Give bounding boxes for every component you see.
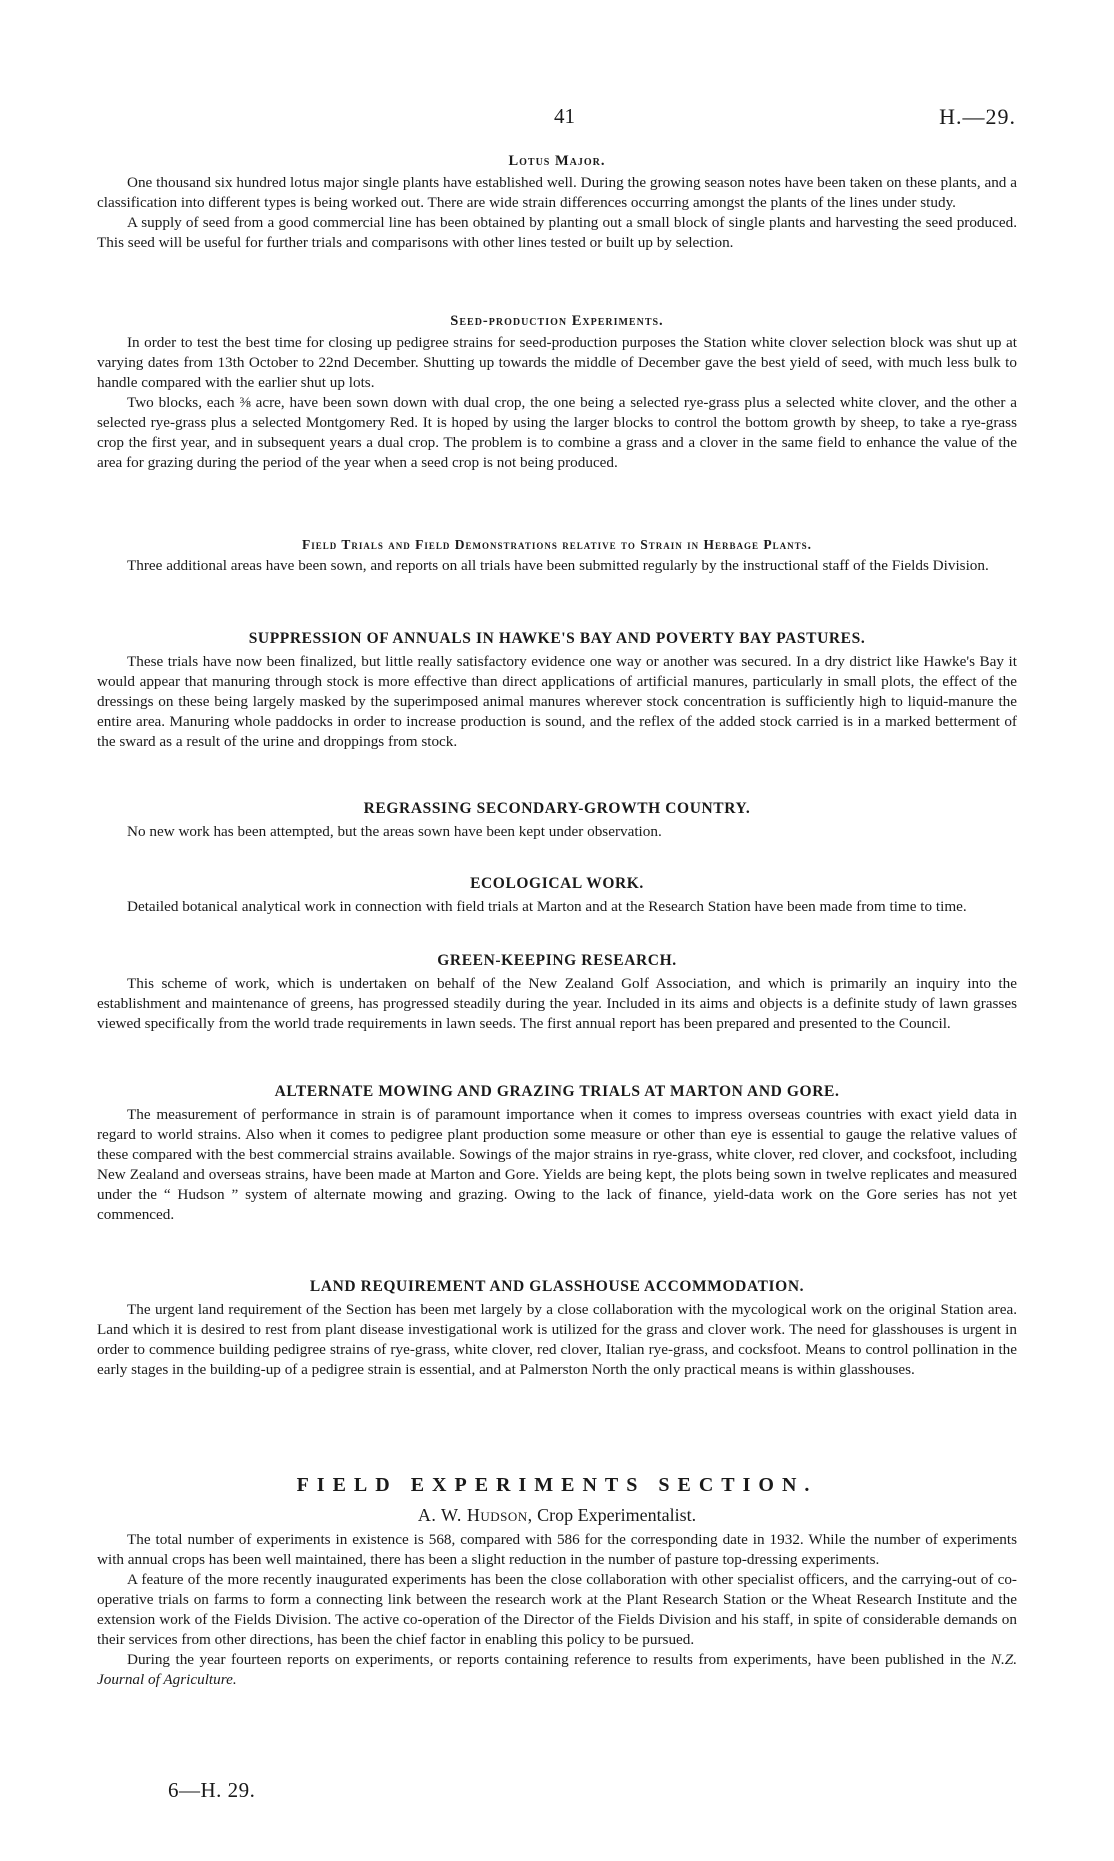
paragraph: The total number of experiments in existence is 568, compared with 586 for the corresponding date in 1932. While the number of experiments with annual crops has been well maintained, there has been a slight reduction in the number of pasture top-dressing experiments. bbox=[97, 1531, 1017, 1568]
section-land-requirement bbox=[97, 1278, 1017, 1380]
page-number: 41 bbox=[554, 104, 575, 128]
section-green-keeping bbox=[97, 952, 1017, 1034]
section-suppression-of-annuals bbox=[97, 630, 1017, 752]
journal-title: N.Z. Journal of Agriculture. bbox=[97, 1651, 1017, 1688]
paragraph: Three additional areas have been sown, and reports on all trials have been submitted regularly by the instructional staff of the Fields Division. bbox=[127, 557, 989, 574]
author-line bbox=[97, 1505, 1017, 1526]
paragraph bbox=[97, 1650, 1017, 1690]
author-title: Crop Experimentalist. bbox=[537, 1505, 697, 1525]
section-mowing-grazing-trials bbox=[97, 1083, 1017, 1225]
section-regrassing bbox=[97, 800, 1017, 842]
paragraph: A supply of seed from a good commercial line has been obtained by planting out a small block of single plants and harvesting the seed produced. This seed will be useful for further trials and comparisons with other lines tested or built up by selection. bbox=[97, 214, 1017, 251]
paragraph: This scheme of work, which is undertaken on behalf of the New Zealand Golf Association, and which is primarily an inquiry into the establishment and maintenance of greens, has progressed steadily during the year. Included in its aims and objects is a definite study of lawn grasses viewed specifically from the world trade requirements in lawn seeds. The first annual report has been prepared and presented to the Council. bbox=[97, 975, 1017, 1032]
paragraph: The urgent land requirement of the Section has been met largely by a close collaboration with the mycological work on the original Station area. Land which it is desired to rest from plant disease investigational work is utilized for the grass and clover work. The need for glasshouses is urgent in order to commence building pedigree strains of rye-grass, white clover, red clover, Italian rye-grass, and cocksfoot. Means to control pollination in the early stages in the building-up of a pedigree strain is essential, and at Palmerston North the only practical means is within glasshouses. bbox=[97, 1301, 1017, 1378]
paragraph: In order to test the best time for closing up pedigree strains for seed-production purposes the Station white clover selection block was shut up at varying dates from 13th October to 22nd December. Shutting up towards the middle of December gave the best yield of seed, with much less bulk to handle compared with the earlier shut up lots. bbox=[97, 334, 1017, 391]
author-name: A. W. Hudson, bbox=[417, 1505, 533, 1525]
paragraph: No new work has been attempted, but the areas sown have been kept under observation. bbox=[127, 823, 662, 840]
section-field-trials bbox=[97, 537, 1017, 576]
paragraph: Detailed botanical analytical work in connection with field trials at Marton and at the Research Station have been made from time to time. bbox=[127, 898, 967, 915]
paragraph-text: During the year fourteen reports on experiments, or reports containing reference to results from experiments, have been published in the bbox=[127, 1651, 991, 1668]
section-lotus-major bbox=[97, 153, 1017, 253]
section-seed-production bbox=[97, 313, 1017, 473]
section-heading: Seed-production Experiments. bbox=[450, 313, 664, 329]
paragraph: These trials have now been finalized, but little really satisfactory evidence one way or another was secured. In a dry district like Hawke's Bay it would appear that manuring through stock is more effective than direct applications of artificial manures, particularly in small plots, the effect of the dressings on these being largely masked by the superimposed animal manures wherever stock concentration is sufficiently high to liquid-manure the entire area. Manuring whole paddocks in order to increase production is sound, and the reflex of the added stock carried is in a marked betterment of the sward as a result of the urine and droppings from stock. bbox=[97, 653, 1017, 750]
document-reference: H.—29. bbox=[939, 104, 1016, 129]
section-heading: ALTERNATE MOWING AND GRAZING TRIALS AT MARTON AND GORE. bbox=[274, 1083, 840, 1100]
paragraph: The measurement of performance in strain is of paramount importance when it comes to impress overseas countries with exact yield data in regard to world strains. Also when it comes to pedigree plant production some measure or other than eye is essential to gauge the relative values of these compared with the best commercial strains available. Sowings of the major strains in rye-grass, white clover, red clover, and cocksfoot, including New Zealand and overseas strains, have been made at Marton and Gore. Yields are being kept, the plots being sown in twelve replicates and measured under the “ Hudson ” system of alternate mowing and grazing. Owing to the lack of finance, yield-data work on the Gore series has not yet commenced. bbox=[97, 1106, 1017, 1223]
page-signature: 6—H. 29. bbox=[168, 1778, 256, 1802]
paragraph: Two blocks, each ⅜ acre, have been sown down with dual crop, the one being a selected rye-grass plus a selected white clover, and the other a selected rye-grass plus a selected Montgomery Red. It is hoped by using the larger blocks to control the bottom growth by sheep, to take a rye-grass crop the first year, and in subsequent years a dual crop. The problem is to combine a grass and a clover in the same field to enhance the value of the area for grazing during the period of the year when a seed crop is not being produced. bbox=[97, 394, 1017, 471]
section-field-experiments bbox=[97, 1474, 1017, 1690]
section-heading: REGRASSING SECONDARY-GROWTH COUNTRY. bbox=[363, 800, 751, 817]
section-heading: Lotus Major. bbox=[508, 153, 606, 169]
section-heading: ECOLOGICAL WORK. bbox=[470, 875, 644, 892]
section-ecological-work bbox=[97, 875, 1017, 917]
paragraph: One thousand six hundred lotus major single plants have established well. During the growing season notes have been taken on these plants, and a classification into different types is being worked out. There are wide strain differences occurring amongst the plants of the lines under study. bbox=[97, 174, 1017, 211]
paragraph: A feature of the more recently inaugurated experiments has been the close collaboration with other specialist officers, and the carrying-out of co-operative trials on farms to form a connecting link between the research work at the Plant Research Station or the Wheat Research Institute and the extension work of the Fields Division. The active co-operation of the Director of the Fields Division and his staff, in spite of considerable demands on their services from other directions, has been the chief factor in enabling this policy to be pursued. bbox=[97, 1571, 1017, 1648]
section-heading: LAND REQUIREMENT AND GLASSHOUSE ACCOMMODATION. bbox=[309, 1278, 805, 1295]
section-title: FIELD EXPERIMENTS SECTION. bbox=[296, 1474, 818, 1496]
section-heading: Field Trials and Field Demonstrations relative to Strain in Herbage Plants. bbox=[302, 537, 812, 552]
section-heading: GREEN-KEEPING RESEARCH. bbox=[437, 952, 677, 969]
page-header bbox=[0, 104, 1114, 134]
section-heading: SUPPRESSION OF ANNUALS IN HAWKE'S BAY AND POVERTY BAY PASTURES. bbox=[248, 630, 866, 647]
